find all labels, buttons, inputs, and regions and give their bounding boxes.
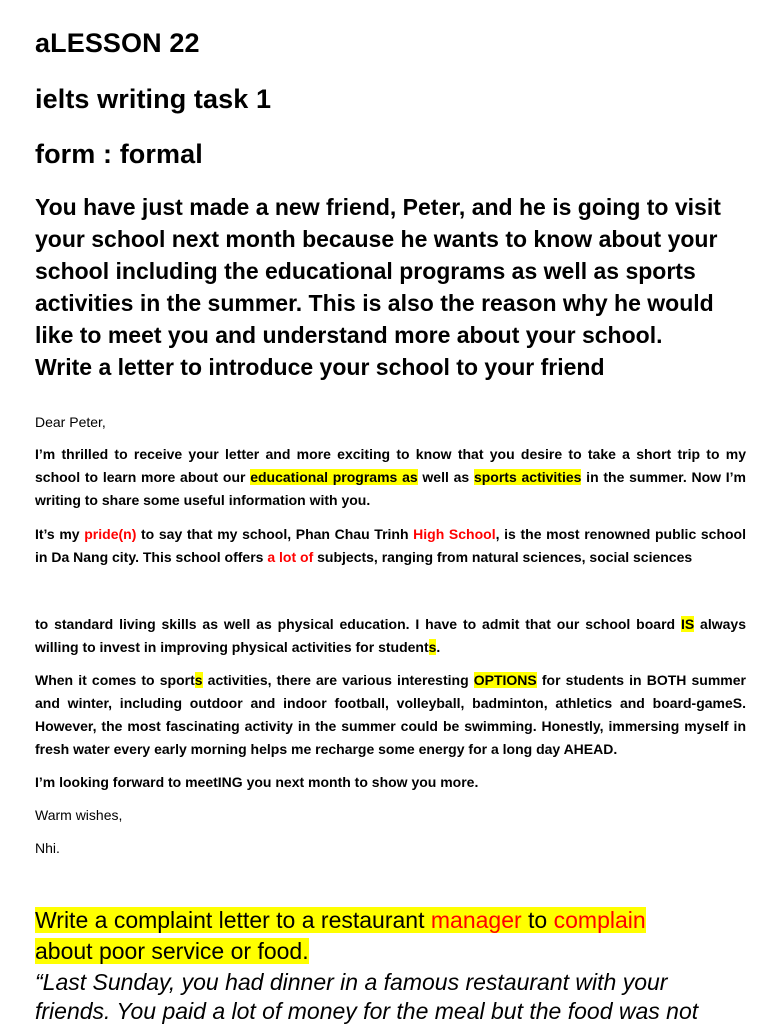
task-prompt (35, 191, 735, 383)
red-emphasis: High School (413, 526, 496, 542)
text-run: . (436, 639, 441, 655)
highlighted-phrase: educational programs as (250, 469, 418, 485)
second-task-prompt (35, 905, 735, 967)
red-emphasis: complain (553, 907, 646, 933)
red-emphasis: manager (430, 907, 522, 933)
text-run: I’m thrilled to receive your letter and more exciting to know that you desire to take a short trip to my school to learn more about our (35, 446, 746, 485)
highlighted-phrase: about poor service or food. (35, 938, 309, 964)
highlighted-phrase: s (428, 639, 437, 655)
prompt-line: like to meet you and understand more about your school. (35, 322, 663, 348)
text-run: activities, there are various interesting (202, 672, 474, 688)
prompt-line: activities in the summer. This is also the reason why he would (35, 290, 714, 316)
prompt-line: You have just made a new friend, Peter, and he is going to visit (35, 194, 721, 220)
letter-salutation: Dear Peter, (35, 414, 106, 430)
letter-paragraph-2 (35, 523, 746, 569)
text-run: to standard living skills as well as physical education. I have to admit that our school board (35, 616, 681, 632)
text-run: When it comes to sport (35, 672, 195, 688)
letter-paragraph-3 (35, 613, 746, 659)
highlighted-phrase: OPTIONS (473, 672, 537, 688)
quote-line: “Last Sunday, you had dinner in a famous restaurant with your (35, 969, 668, 995)
red-emphasis: pride(n) (84, 526, 137, 542)
highlighted-phrase: to (521, 907, 554, 933)
text-run: for students in BOTH summer and winter, including outdoor and indoor football, volleyball, badminton, athletics and board-gameS. However, the most fascinating activity in the summer could be swimming. Honestly, immersing myself in fresh water every early morning helps me recharge some energy for a long day AHEAD. (35, 672, 746, 757)
letter-signature: Nhi. (35, 840, 60, 856)
text-run: in the summer. Now I’m writing to share some useful information with you. (35, 469, 746, 508)
highlighted-phrase: Write a complaint letter to a restaurant (35, 907, 431, 933)
highlighted-phrase: s (194, 672, 203, 688)
highlighted-phrase: sports activities (473, 469, 582, 485)
text-run: It’s my (35, 526, 85, 542)
letter-paragraph-4 (35, 669, 746, 761)
letter-paragraph-1 (35, 443, 746, 512)
text-run: to say that my school, Phan Chau Trinh (136, 526, 414, 542)
text-run: subjects, ranging from natural sciences, social sciences (313, 549, 693, 565)
scenario-quote (35, 968, 745, 1026)
highlighted-phrase: IS (680, 616, 695, 632)
task-title: ielts writing task 1 (35, 84, 272, 114)
letter-closing: Warm wishes, (35, 807, 123, 823)
text-run: well as (417, 469, 474, 485)
prompt-line: your school next month because he wants to know about your (35, 226, 718, 252)
prompt-line: school including the educational programs as well as sports (35, 258, 696, 284)
text-run: always willing to invest in improving physical activities for student (35, 616, 746, 655)
second-task-line (35, 905, 735, 936)
form-title: form : formal (35, 139, 203, 169)
prompt-line: Write a letter to introduce your school to your friend (35, 354, 605, 380)
red-emphasis: a lot of (267, 549, 314, 565)
lesson-title: aLESSON 22 (35, 28, 200, 58)
letter-paragraph-5: I’m looking forward to meetING you next month to show you more. (35, 774, 479, 790)
quote-line: friends. You paid a lot of money for the meal but the food was not (35, 998, 699, 1024)
text-run: , is the most renowned public school in Da Nang city. This school offers (35, 526, 746, 565)
second-task-line (35, 936, 735, 967)
